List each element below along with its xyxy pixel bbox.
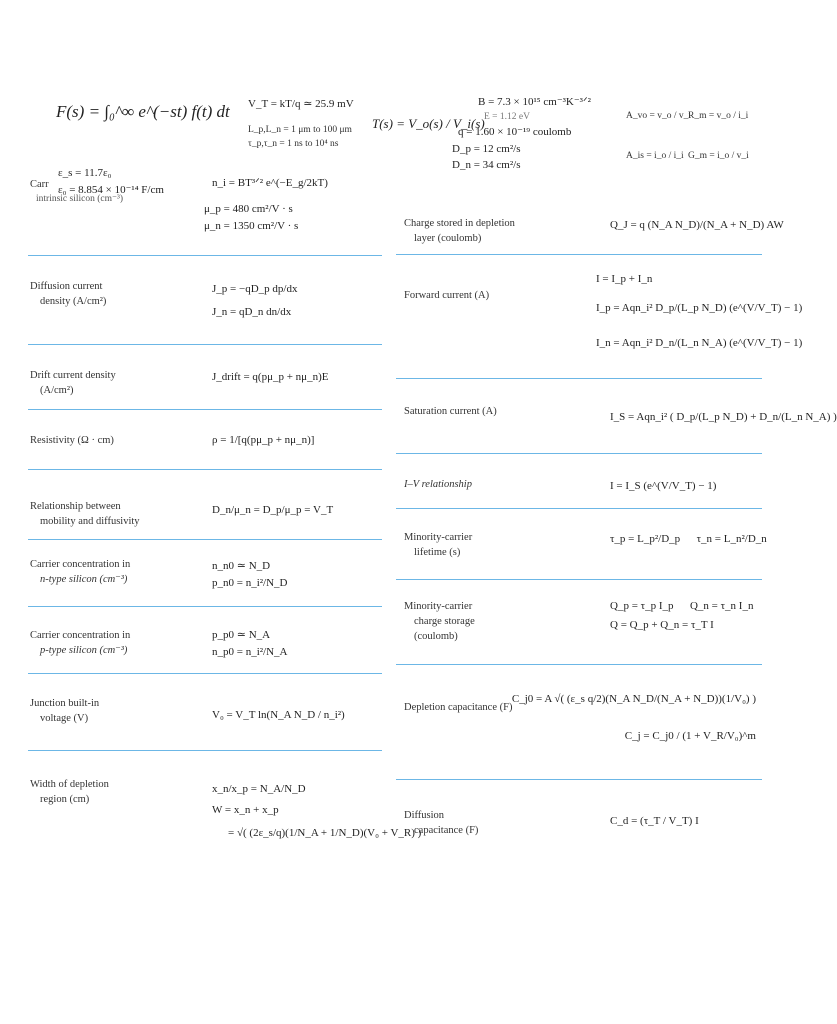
right-divider-6 [396,664,762,665]
label-minority-lifetime [404,530,472,560]
eq-line: I_p = Aqn_i² D_p/(L_p N_D) (e^(V/V_T) − 1) [596,302,803,314]
current-gain-equation: A_is = i_o / i_i [626,151,684,161]
label-saturation-current [404,404,497,419]
eq-line: I_n = Aqn_i² D_n/(L_n N_A) (e^(V/V_T) − 1) [596,337,803,349]
eq-einstein-relation [212,503,333,518]
right-divider-7 [396,779,762,780]
eq-saturation-current [610,410,837,425]
label-drift-current [30,368,116,398]
right-divider-4 [396,508,762,509]
eq-line: ρ = 1/[q(pμ_p + nμ_n)] [212,434,315,446]
eq-line: J_n = qD_n dn/dx [212,306,292,318]
eq-line: C_d = (τ_T / V_T) I [610,815,699,827]
eq-line: J_drift = q(pμ_p + nμ_n)E [212,371,329,383]
transconductance-equation: G_m = i_o / v_i [688,151,749,161]
left-divider-7 [28,673,382,674]
label-line: Saturation current (A) [404,406,497,417]
eq-ntype-concentration [212,559,288,591]
label-line: Charge stored in depletion [404,218,515,229]
eq-line: C_j0 = A √( (ε_s q/2)(N_A N_D/(N_A + N_D))(1/V₀) ) [511,693,756,705]
label-minority-charge [404,599,475,644]
eq-depletion-charge [610,218,784,233]
eq-diffusion-capacitance [610,814,699,829]
voltage-gain-equation: A_vo = v_o / v_i [626,111,691,121]
left-divider-5 [28,539,382,540]
eq-line: n_n0 ≃ N_D [212,560,271,572]
label-diffusion-capacitance [404,808,478,838]
electron-charge: q = 1.60 × 10⁻¹⁹ coulomb [458,126,572,138]
left-divider-1 [28,255,382,256]
left-divider-2 [28,344,382,345]
hole-mobility: μ_p = 480 cm²/V · s [204,203,293,215]
label-line: Diffusion [404,810,445,821]
left-divider-6 [28,606,382,607]
eq-line: W = x_n + x_p [212,804,279,816]
eq-depletion-capacitance [486,692,756,744]
eq-line: p_n0 = n_i²/N_D [212,577,288,589]
label-line: Depletion capacitance (F) [404,702,513,713]
label-line: Carrier concentration in [30,559,131,570]
label-line: charge storage [414,616,475,627]
thermal-voltage-equation: V_T = kT/q ≃ 25.9 mV [248,98,354,110]
eq-line: = √( (2ε_s/q)(1/N_A + 1/N_D)(V₀ + V_R) ) [228,827,422,839]
eq-depletion-width [212,782,421,841]
intrinsic-concentration-equation: n_i = BT³ᐟ² e^(−E_g/2kT) [212,177,328,189]
hole-diffusivity: D_p = 12 cm²/s [452,143,521,155]
label-line: Minority-carrier [404,601,473,612]
eq-line: n_p0 = n_i²/N_A [212,646,288,658]
label-line: Width of depletion [30,779,109,790]
lifetimes-range: τ_p,τ_n = 1 ns to 10⁴ ns [248,139,339,149]
label-line: I–V relationship [404,479,472,490]
label-line: region (cm) [40,794,90,805]
electron-mobility: μ_n = 1350 cm²/V · s [204,220,299,232]
label-line: lifetime (s) [414,547,461,558]
eq-line: V₀ = V_T ln(N_A N_D / n_i²) [212,709,345,721]
label-line: layer (coulomb) [414,233,482,244]
label-depletion-width [30,777,109,807]
intrinsic-label-partial: intrinsic silicon (cm⁻³) [36,194,124,204]
label-line: p-type silicon (cm⁻³) [40,645,128,656]
silicon-permittivity: ε_s = 11.7ε₀ [58,167,112,179]
label-line: (A/cm²) [40,385,74,396]
eq-line: C_j = C_j0 / (1 + V_R/V₀)^m [624,730,756,742]
left-divider-3 [28,409,382,410]
eq-line: I = I_S (e^(V/V_T) − 1) [610,480,717,492]
b-constant: B = 7.3 × 10¹⁵ cm⁻³K⁻³ᐟ² [478,96,591,108]
eq-resistivity [212,433,314,448]
label-line: (coulomb) [414,631,458,642]
eq-minority-charge [610,599,753,633]
label-einstein-relation [30,499,140,529]
eq-line: I = I_p + I_n [596,273,653,285]
carrier-label-partial: Carr [30,179,49,190]
eq-minority-lifetime [610,532,767,547]
eq-drift-current [212,370,328,385]
label-line: voltage (V) [40,713,89,724]
label-ptype-concentration [30,628,130,658]
eq-iv-relationship [610,479,716,494]
label-resistivity [30,433,114,448]
label-line: Diffusion current [30,281,103,292]
eq-line: D_n/μ_n = D_p/μ_p = V_T [212,504,334,516]
eq-forward-current [596,272,802,351]
eq-line: J_p = −qD_p dp/dx [212,283,298,295]
eq-line: Q = Q_p + Q_n = τ_T I [610,619,714,631]
diffusion-lengths-range: L_p,L_n = 1 μm to 100 μm [248,125,352,135]
eq-built-in-voltage [212,708,345,723]
eq-line: Q_p = τ_p I_p Q_n = τ_n I_n [610,600,754,612]
label-line: Resistivity (Ω · cm) [30,435,114,446]
eq-ptype-concentration [212,628,288,660]
label-ntype-concentration [30,557,130,587]
label-diffusion-current [30,279,106,309]
eq-line: τ_p = L_p²/D_p τ_n = L_n²/D_n [610,533,767,545]
label-line: mobility and diffusivity [40,516,140,527]
right-divider-5 [396,579,762,580]
label-line: n-type silicon (cm⁻³) [40,574,128,585]
electron-diffusivity: D_n = 34 cm²/s [452,159,521,171]
bandgap-partial: E = 1.12 eV [484,112,530,122]
label-line: Carrier concentration in [30,630,131,641]
right-divider-3 [396,453,762,454]
eq-line: Q_J = q (N_A N_D)/(N_A + N_D) AW [610,219,784,231]
label-line: Minority-carrier [404,532,473,543]
eq-line: x_n/x_p = N_A/N_D [212,783,306,795]
laplace-transform-equation: F(s) = ∫₀^∞ e^(−st) f(t) dt [56,102,230,121]
vacuum-permittivity: ε₀ = 8.854 × 10⁻¹⁴ F/cm [58,184,164,196]
eq-diffusion-current [212,282,297,320]
label-built-in-voltage [30,696,99,726]
label-line: capacitance (F) [414,825,479,836]
label-line: density (A/cm²) [40,296,107,307]
label-line: Relationship between [30,501,121,512]
label-line: Forward current (A) [404,290,490,301]
transfer-function-equation: T(s) = V_o(s) / V_i(s) [372,116,485,131]
right-divider-2 [396,378,762,379]
label-forward-current [404,288,489,303]
left-divider-4 [28,469,382,470]
eq-line: p_p0 ≃ N_A [212,629,271,641]
label-line: Junction built-in [30,698,100,709]
right-divider-1 [396,254,762,255]
left-divider-8 [28,750,382,751]
eq-line: I_S = Aqn_i² ( D_p/(L_p N_D) + D_n/(L_n N_A) ) [610,411,837,423]
transresistance-equation: R_m = v_o / i_i [688,111,749,121]
label-line: Drift current density [30,370,116,381]
label-iv-relationship [404,477,472,492]
label-depletion-charge [404,216,515,246]
